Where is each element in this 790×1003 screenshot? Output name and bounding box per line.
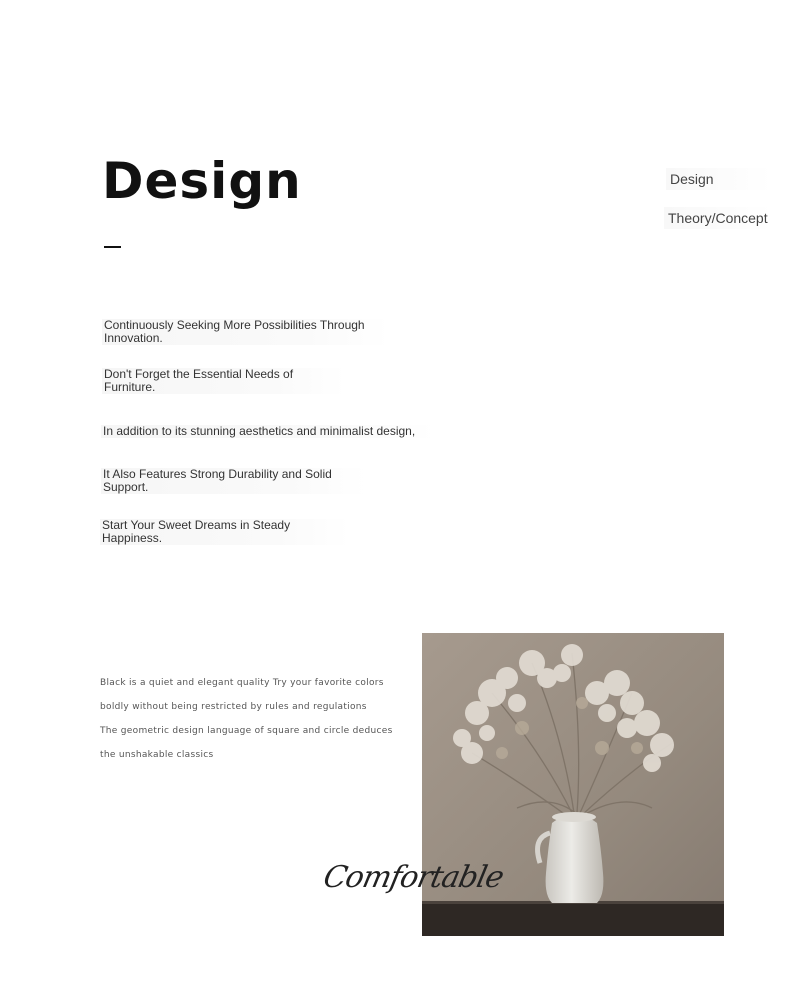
highlight-sweet-dreams: Start Your Sweet Dreams in Steady Happiness. [100, 519, 350, 545]
nav-link-theory-concept[interactable]: Theory/Concept [664, 207, 772, 229]
highlight-essential-needs: Don't Forget the Essential Needs of Furniture. [102, 368, 346, 394]
side-nav [664, 168, 772, 229]
copy-line: the unshakable classics [100, 750, 214, 760]
highlight-innovation: Continuously Seeking More Possibilities Through Innovation. [102, 319, 390, 345]
description-copy [100, 676, 393, 772]
title-underline [104, 246, 121, 248]
copy-line: Black is a quiet and elegant quality Try your favorite colors [100, 678, 384, 688]
highlight-durability: It Also Features Strong Durability and Solid Support. [101, 468, 367, 494]
copy-line: The geometric design language of square and circle deduces [100, 726, 393, 736]
copy-line: boldly without being restricted by rules and regulations [100, 702, 367, 712]
highlight-aesthetics: In addition to its stunning aesthetics and minimalist design, [101, 425, 435, 438]
script-caption: Comfortable [320, 860, 507, 895]
page-title: Design [102, 152, 302, 210]
nav-link-design[interactable]: Design [666, 168, 772, 190]
